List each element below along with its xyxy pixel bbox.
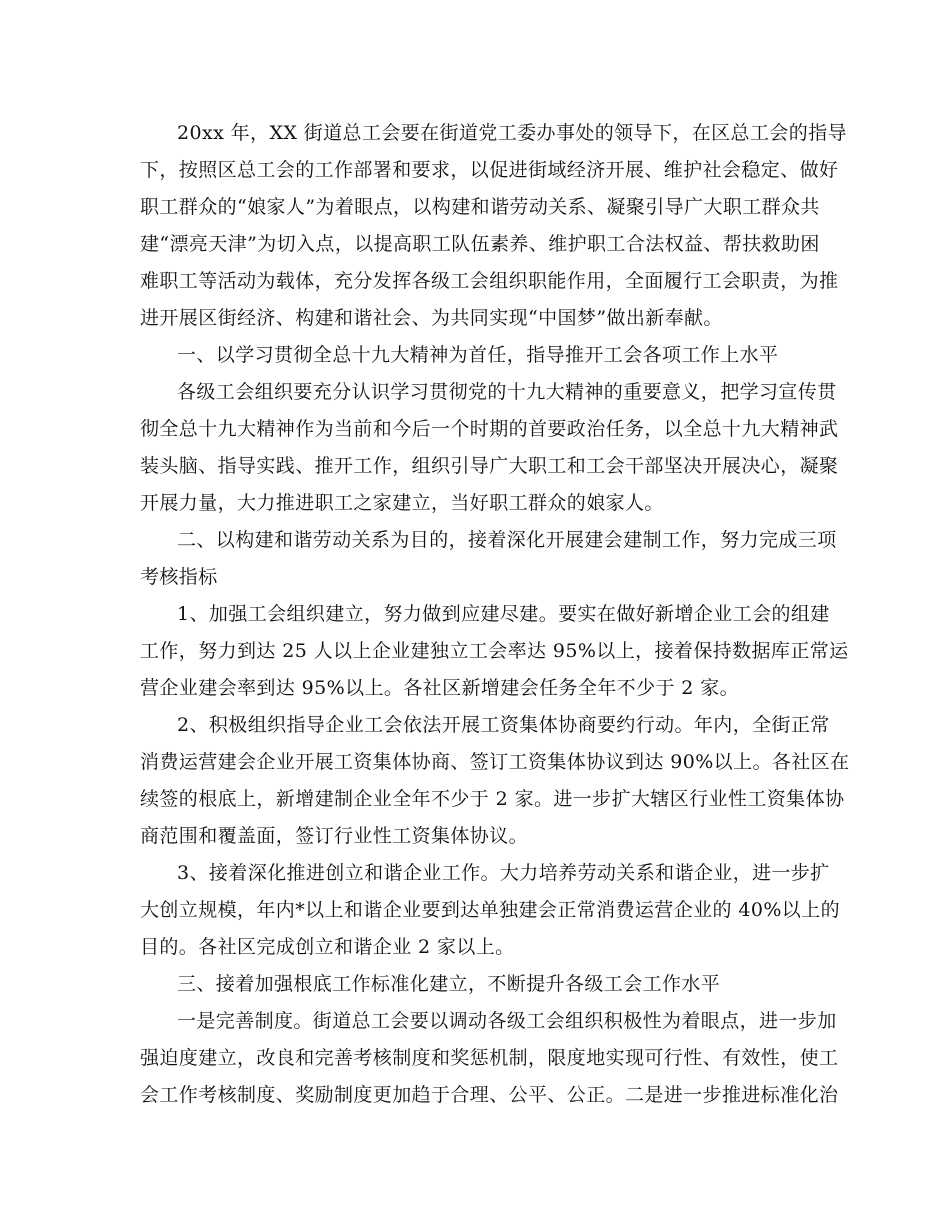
paragraph-line: 彻全总十九大精神作为当前和今后一个时期的首要政治任务，以全总十九大精神武 [140, 418, 839, 440]
paragraph-line: 2、积极组织指导企业工会依法开展工资集体协商要约行动。年内，全街正常 [177, 714, 830, 736]
paragraph-line: 3、接着深化推进创立和谐企业工作。大力培养劳动关系和谐企业，进一步扩 [177, 862, 830, 884]
paragraph-line: 各级工会组织要充分认识学习贯彻党的十九大精神的重要意义，把学习宣传贯 [177, 381, 837, 403]
paragraph-line: 一是完善制度。街道总工会要以调动各级工会组织积极性为着眼点，进一步加 [177, 1010, 837, 1032]
section-heading-2-cont: 考核指标 [140, 566, 218, 588]
paragraph-line: 续签的根底上，新增建制企业全年不少于 2 家。进一步扩大辖区行业性工资集体协 [140, 788, 845, 810]
paragraph-line: 建“漂亮天津”为切入点，以提高职工队伍素养、维护职工合法权益、帮扶救助困 [140, 233, 820, 255]
paragraph-line: 20xx 年，XX 街道总工会要在街道党工委办事处的领导下，在区总工会的指导 [177, 122, 847, 144]
paragraph-line: 下，按照区总工会的工作部署和要求，以促进街域经济开展、维护社会稳定、做好 [140, 159, 839, 181]
section-heading-2: 二、以构建和谐劳动关系为目的，接着深化开展建会建制工作，努力完成三项 [177, 529, 837, 551]
paragraph-line: 消费运营建会企业开展工资集体协商、签订工资集体协议到达 90%以上。各社区在 [140, 751, 850, 773]
paragraph-line: 工作，努力到达 25 人以上企业建独立工会率达 95%以上，接着保持数据库正常运 [140, 640, 849, 662]
paragraph-line: 目的。各社区完成创立和谐企业 2 家以上。 [140, 936, 515, 958]
paragraph-line: 职工群众的“娘家人”为着眼点，以构建和谐劳动关系、凝聚引导广大职工群众共 [140, 196, 820, 218]
paragraph-line: 大创立规模，年内*以上和谐企业要到达单独建会正常消费运营企业的 40%以上的 [140, 899, 840, 921]
paragraph-line: 营企业建会率到达 95%以上。各社区新增建会任务全年不少于 2 家。 [140, 677, 740, 699]
paragraph-line: 装头脑、指导实践、推开工作，组织引导广大职工和工会干部坚决开展决心，凝聚 [140, 455, 839, 477]
paragraph-line: 1、加强工会组织建立，努力做到应建尽建。要实在做好新增企业工会的组建 [177, 603, 830, 625]
paragraph-line: 难职工等活动为载体，充分发挥各级工会组织职能作用，全面履行工会职责，为推 [140, 270, 839, 292]
paragraph-line: 进开展区街经济、构建和谐社会、为共同实现“中国梦”做出新奉献。 [140, 307, 723, 329]
paragraph-line: 开展力量，大力推进职工之家建立，当好职工群众的娘家人。 [140, 492, 664, 514]
section-heading-3: 三、接着加强根底工作标准化建立，不断提升各级工会工作水平 [177, 973, 721, 995]
paragraph-line: 商范围和覆盖面，签订行业性工资集体协议。 [140, 825, 529, 847]
section-heading-1: 一、以学习贯彻全总十九大精神为首任，指导推开工会各项工作上水平 [177, 344, 779, 366]
paragraph-line: 会工作考核制度、奖励制度更加趋于合理、公平、公正。二是进一步推进标准化治 [140, 1084, 839, 1106]
paragraph-line: 强迫度建立，改良和完善考核制度和奖惩机制，限度地实现可行性、有效性，使工 [140, 1047, 839, 1069]
